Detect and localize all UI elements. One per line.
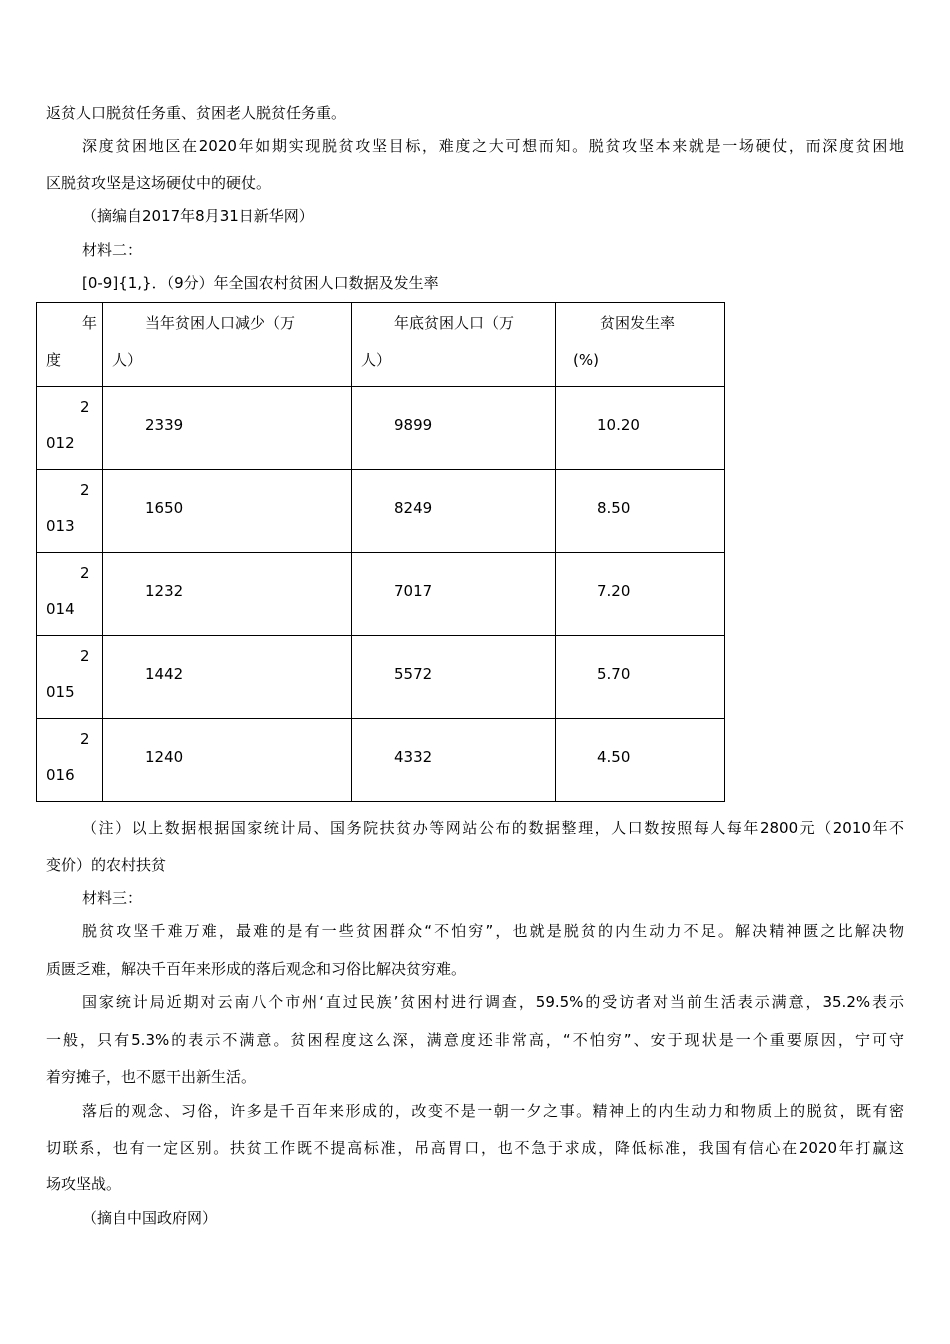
rate-cell: 8.50 (556, 470, 725, 553)
paragraph-4-line-1: 国家统计局近期对云南八个市州‘直过民族’贫困村进行调查，59.5%的受访者对当前生活表示满意，35.2%表示 (82, 993, 904, 1011)
table-row (37, 387, 725, 470)
paragraph-5-line-1: 落后的观念、习俗，许多是千百年来形成的，改变不是一朝一夕之事。精神上的内生动力和物质上的脱贫，既有密 (82, 1102, 904, 1120)
paragraph-3-line-1: 脱贫攻坚千难万难，最难的是有一些贫困群众“不怕穷”，也就是脱贫的内生动力不足。解决精神匮之比解决物 (82, 922, 904, 940)
year-cell: 2 016 (37, 719, 103, 802)
table-caption: [0-9]{1,}．（9分）年全国农村贫困人口数据及发生率 (82, 274, 439, 292)
table-row (37, 636, 725, 719)
header-rate: 贫困发生率 (%) (556, 303, 725, 387)
reduction-cell: 1240 (103, 719, 352, 802)
paragraph-2-line-1: 深度贫困地区在2020年如期实现脱贫攻坚目标，难度之大可想而知。脱贫攻坚本来就是一场硬仗，而深度贫困地 (82, 137, 904, 155)
table-row (37, 719, 725, 802)
year-cell: 2 015 (37, 636, 103, 719)
paragraph-5-line-3: 场攻坚战。 (46, 1175, 122, 1193)
material-2-heading: 材料二： (82, 241, 143, 259)
material-3-heading: 材料三： (82, 889, 143, 907)
table-header-row (37, 303, 725, 387)
poverty-data-table (36, 302, 725, 802)
year-cell: 2 013 (37, 470, 103, 553)
header-reduction: 当年贫困人口减少（万 人） (103, 303, 352, 387)
rate-cell: 10.20 (556, 387, 725, 470)
reduction-cell: 1232 (103, 553, 352, 636)
paragraph-5-line-2: 切联系，也有一定区别。扶贫工作既不提高标准，吊高胃口，也不急于求成，降低标准，我国有信心在2020年打赢这 (46, 1139, 904, 1157)
table-note-line-1: （注）以上数据根据国家统计局、国务院扶贫办等网站公布的数据整理，人口数按照每人每年2800元（2010年不 (82, 819, 904, 837)
paragraph-1-continuation: 返贫人口脱贫任务重、贫困老人脱贫任务重。 (46, 104, 347, 122)
year-cell: 2 014 (37, 553, 103, 636)
table-row (37, 553, 725, 636)
header-remaining: 年底贫困人口（万 人） (352, 303, 556, 387)
remaining-cell: 4332 (352, 719, 556, 802)
table-note-line-2: 变价）的农村扶贫 (46, 856, 167, 874)
remaining-cell: 5572 (352, 636, 556, 719)
rate-cell: 5.70 (556, 636, 725, 719)
paragraph-2-line-2: 区脱贫攻坚是这场硬仗中的硬仗。 (46, 174, 272, 192)
remaining-cell: 8249 (352, 470, 556, 553)
reduction-cell: 2339 (103, 387, 352, 470)
reduction-cell: 1442 (103, 636, 352, 719)
source-citation-3: （摘自中国政府网） (82, 1209, 218, 1227)
source-citation-1: （摘编自2017年8月31日新华网） (82, 207, 314, 225)
year-cell: 2 012 (37, 387, 103, 470)
remaining-cell: 7017 (352, 553, 556, 636)
rate-cell: 4.50 (556, 719, 725, 802)
paragraph-3-line-2: 质匮乏难，解决千百年来形成的落后观念和习俗比解决贫穷难。 (46, 960, 467, 978)
paragraph-4-line-2: 一般，只有5.3%的表示不满意。贫困程度这么深，满意度还非常高，“不怕穷”、安于现状是一个重要原因，宁可守 (46, 1031, 904, 1049)
reduction-cell: 1650 (103, 470, 352, 553)
header-year: 年 度 (37, 303, 103, 387)
rate-cell: 7.20 (556, 553, 725, 636)
table-row (37, 470, 725, 553)
remaining-cell: 9899 (352, 387, 556, 470)
paragraph-4-line-3: 着穷摊子，也不愿干出新生活。 (46, 1068, 257, 1086)
